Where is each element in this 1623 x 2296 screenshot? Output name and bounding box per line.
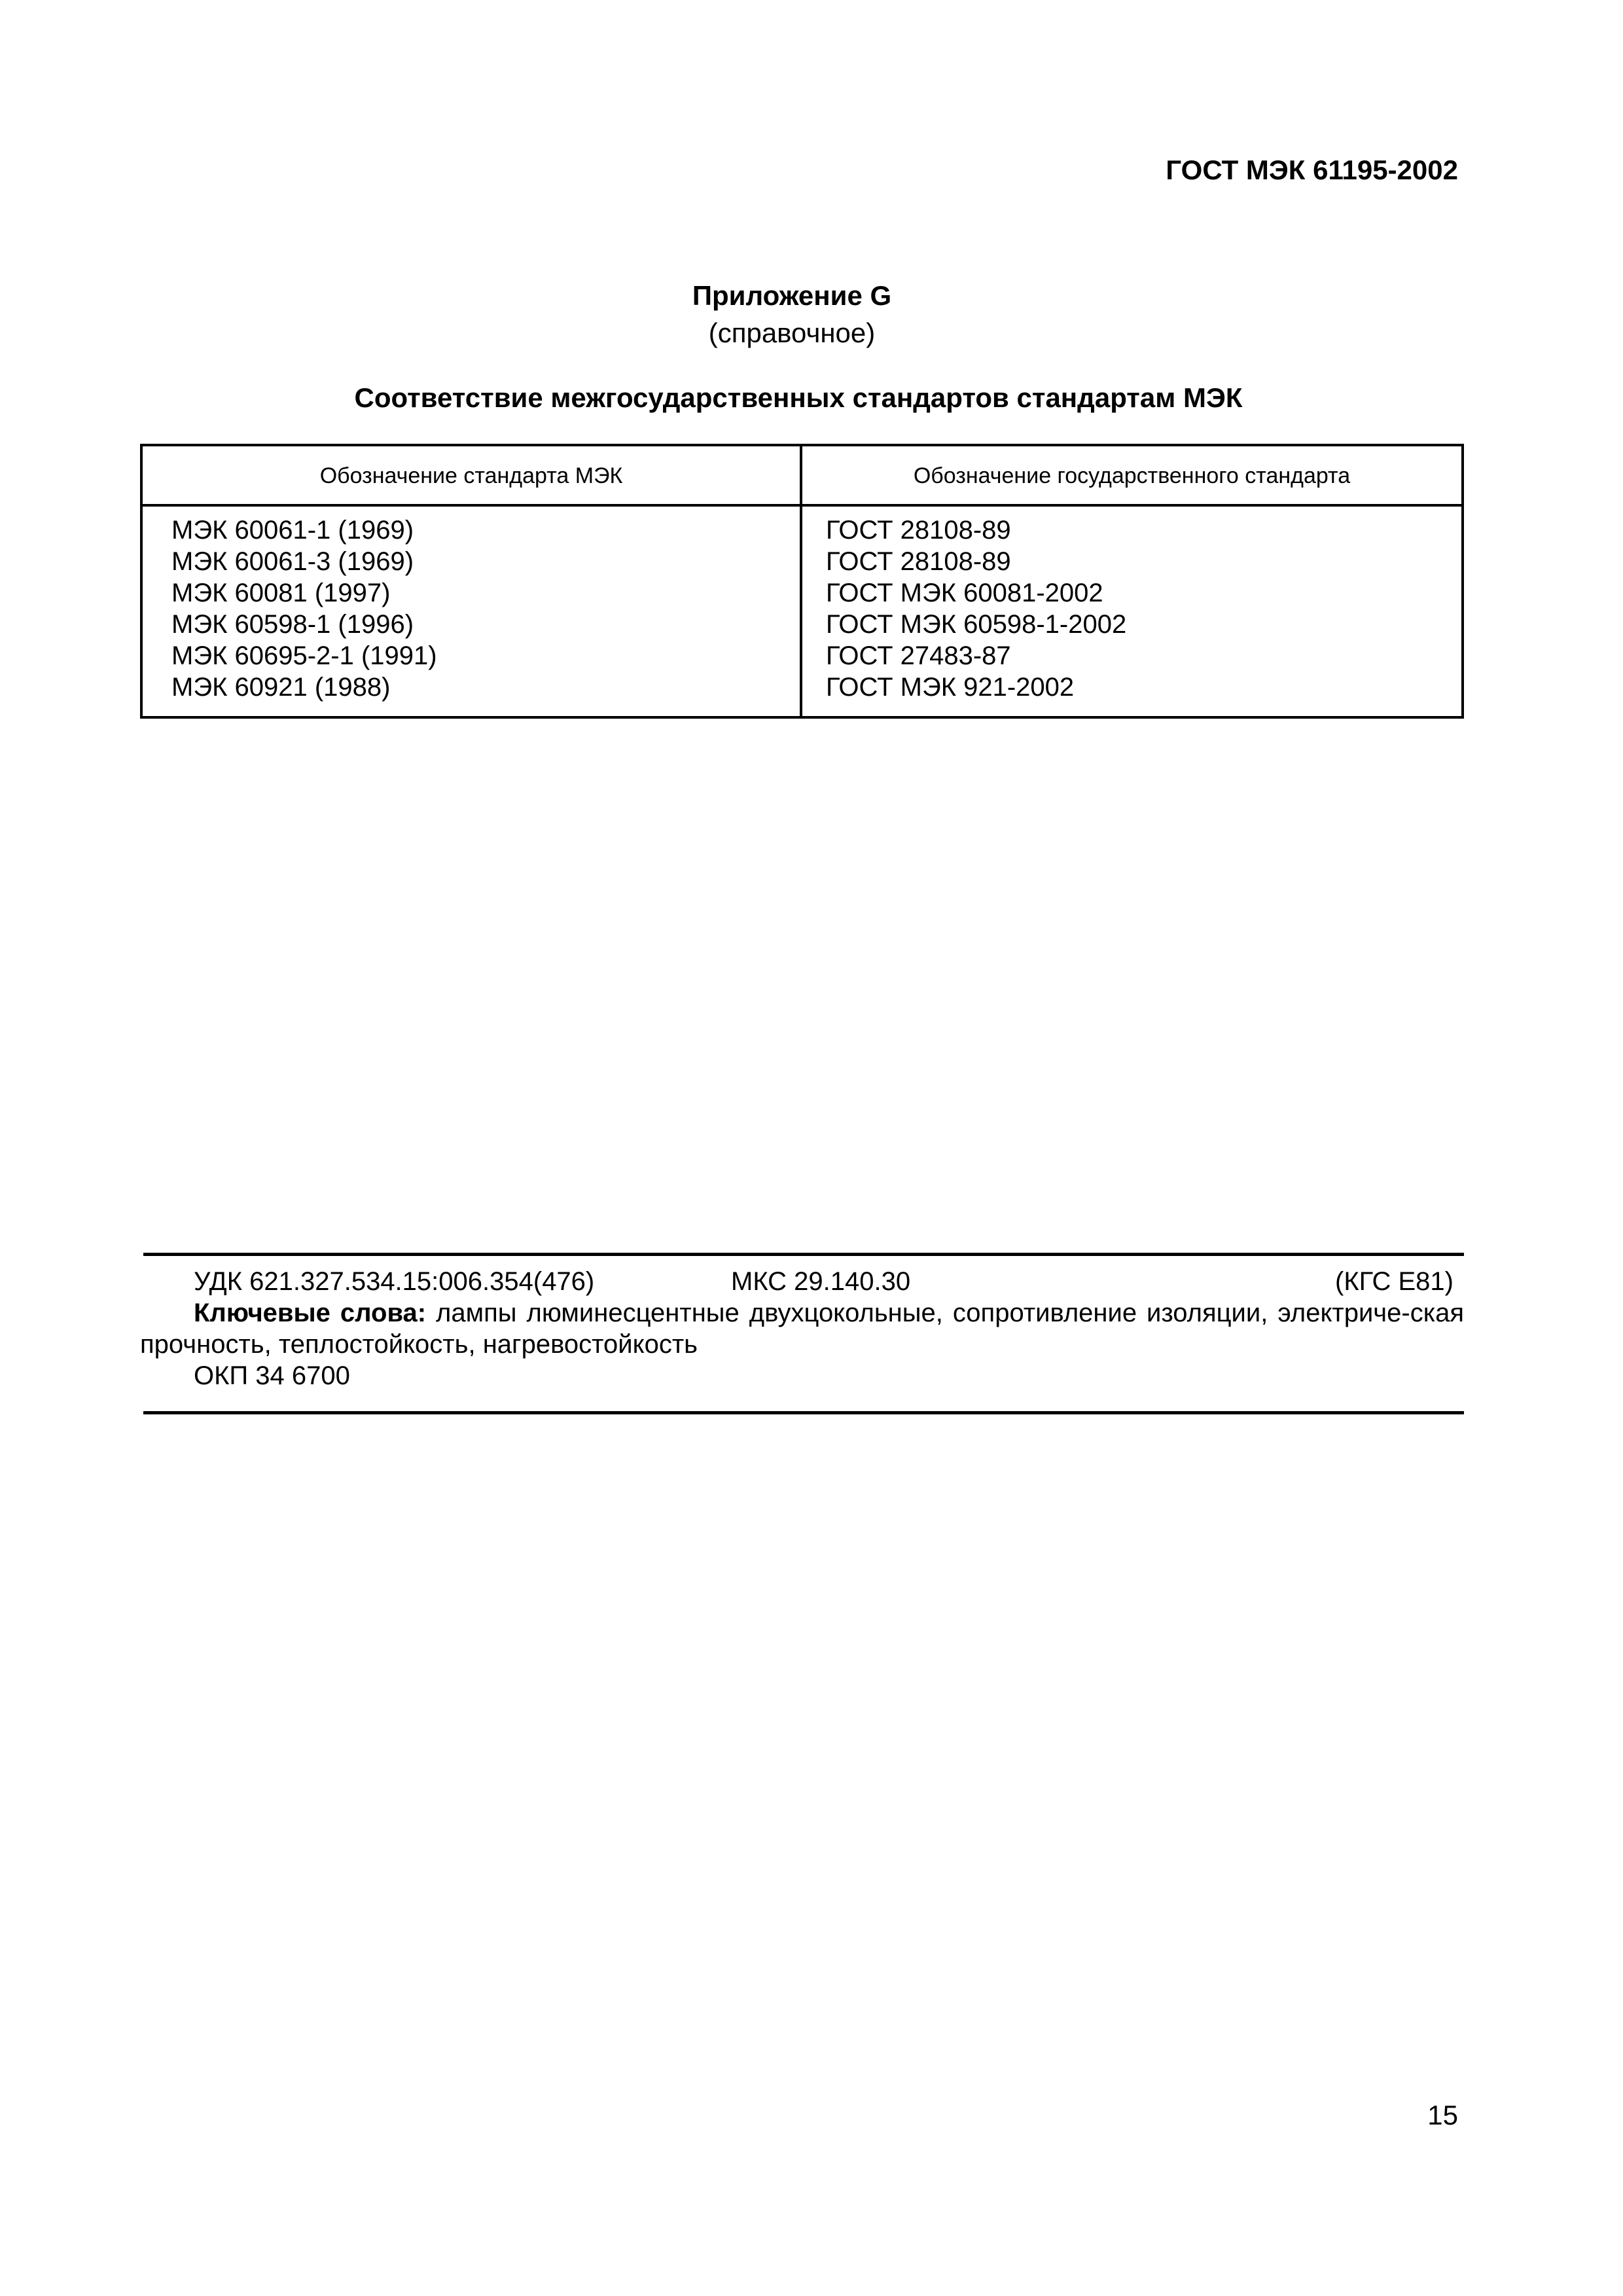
page-number: 15 bbox=[1427, 2100, 1458, 2130]
kgs-code: (КГС Е81) bbox=[1335, 1267, 1454, 1296]
table-cell: МЭК 60921 (1988) bbox=[171, 673, 391, 702]
table-cell: МЭК 60061-1 (1969) bbox=[171, 516, 414, 545]
iec-standards-list bbox=[171, 514, 437, 703]
standards-table bbox=[140, 444, 1464, 719]
column-header-state: Обозначение государственного стандарта bbox=[913, 463, 1351, 488]
table-cell: ГОСТ 28108-89 bbox=[826, 547, 1011, 576]
table-cell: ГОСТ МЭК 60598-1-2002 bbox=[826, 610, 1127, 639]
bibliographic-footer bbox=[140, 1266, 1464, 1391]
table-caption: Соответствие межгосударственных стандартов стандартам МЭК bbox=[354, 382, 1243, 413]
footer-rule-bottom bbox=[143, 1411, 1464, 1414]
document-id: ГОСТ МЭК 61195-2002 bbox=[1166, 154, 1458, 185]
mks-code: МКС 29.140.30 bbox=[731, 1267, 911, 1296]
keywords-label: Ключевые слова: bbox=[194, 1299, 427, 1327]
table-cell: ГОСТ 28108-89 bbox=[826, 516, 1011, 545]
table-cell: МЭК 60695-2-1 (1991) bbox=[171, 641, 437, 670]
state-standards-list bbox=[826, 514, 1126, 703]
table-cell: МЭК 60081 (1997) bbox=[171, 579, 391, 607]
okp-code: ОКП 34 6700 bbox=[194, 1361, 350, 1390]
udk-code: УДК 621.327.534.15:006.354(476) bbox=[194, 1267, 595, 1296]
table-cell: ГОСТ 27483-87 bbox=[826, 641, 1011, 670]
table-cell: МЭК 60598-1 (1996) bbox=[171, 610, 414, 639]
keywords-text: лампы люминесцентные двухцокольные, сопротивление изоляции, электриче-ская прочность, теплостойкость, нагревостойкость bbox=[140, 1299, 1464, 1359]
header-rule bbox=[143, 504, 1461, 507]
column-header-iec: Обозначение стандарта МЭК bbox=[319, 463, 623, 488]
table-cell: МЭК 60061-3 (1969) bbox=[171, 547, 414, 576]
keywords-paragraph bbox=[140, 1297, 1464, 1360]
table-cell: ГОСТ МЭК 921-2002 bbox=[826, 673, 1075, 702]
table-cell: ГОСТ МЭК 60081-2002 bbox=[826, 579, 1103, 607]
appendix-title: Приложение G bbox=[692, 280, 892, 311]
appendix-subtitle: (справочное) bbox=[708, 317, 876, 348]
footer-rule-top bbox=[143, 1253, 1464, 1256]
classification-line bbox=[140, 1266, 1464, 1297]
